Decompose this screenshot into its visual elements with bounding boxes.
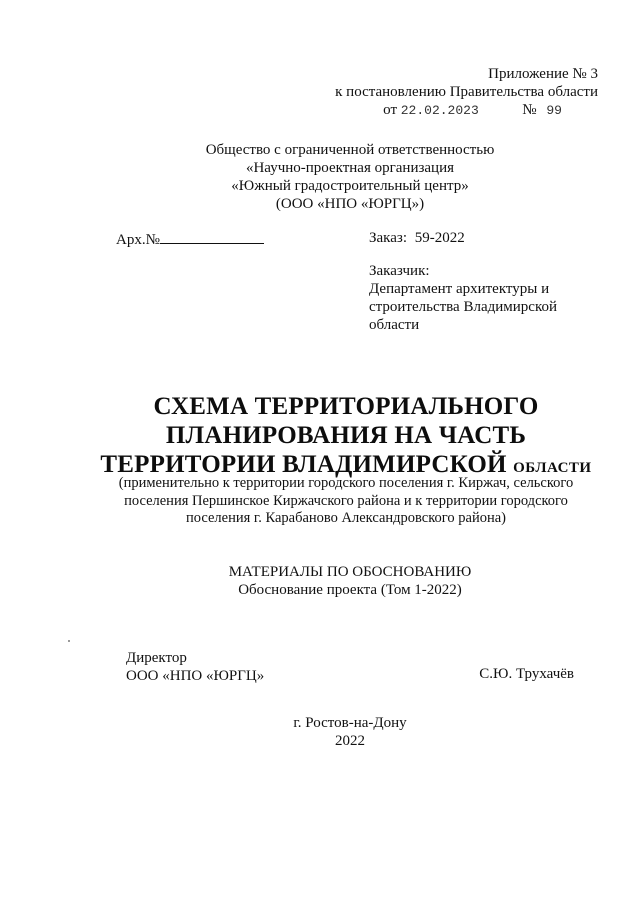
organization-block: [0, 141, 640, 213]
org-line-3: «Южный градостроительный центр»: [231, 178, 469, 194]
title-line-2: ПЛАНИРОВАНИЯ НА ЧАСТЬ: [165, 422, 527, 449]
title-line-3-small: ОБЛАСТИ: [513, 460, 592, 476]
customer-block: [369, 262, 599, 334]
number-prefix: №: [522, 102, 537, 118]
org-line-4: (ООО «НПО «ЮРГЦ»): [275, 196, 425, 212]
materials-block: [0, 563, 640, 599]
order-label: Заказ:: [369, 230, 407, 246]
subtitle-line-3: поселения г. Карабаново Александровского района): [186, 510, 506, 526]
appendix-decree: к постановлению Правительства области: [335, 84, 598, 100]
customer-line-1: Департамент архитектуры и: [369, 281, 550, 297]
city: г. Ростов-на-Дону: [293, 715, 407, 731]
title-line-3-main: ТЕРРИТОРИИ ВЛАДИМИРСКОЙ: [100, 451, 507, 478]
archive-number: [116, 229, 264, 249]
subtitle-line-1: (применительно к территории городского поселения г. Киржач, сельского: [118, 475, 574, 491]
decree-number: 99: [546, 103, 562, 118]
order-block: [369, 229, 465, 247]
order-value: 59-2022: [414, 230, 465, 246]
customer-label: Заказчик:: [369, 263, 430, 279]
director-title: Директор: [126, 650, 187, 666]
org-line-1: Общество с ограниченной ответственностью: [205, 142, 495, 158]
decree-date: 22.02.2023: [400, 103, 479, 118]
subtitle-line-2: поселения Першинское Киржачского района и к территории городского: [124, 492, 568, 509]
title-subtitle: [78, 475, 614, 528]
appendix-date-line: [335, 101, 598, 120]
materials-heading: МАТЕРИАЛЫ ПО ОБОСНОВАНИЮ: [228, 564, 472, 580]
director-org: ООО «НПО «ЮРГЦ»: [126, 668, 265, 684]
appendix-block: [335, 65, 598, 120]
customer-line-3: области: [369, 317, 420, 333]
place-block: [0, 714, 640, 750]
date-prefix: от: [383, 102, 397, 118]
org-line-2: «Научно-проектная организация: [245, 160, 455, 176]
document-title: [40, 392, 640, 483]
archive-blank-line: [160, 229, 264, 244]
scan-speck: [68, 640, 70, 642]
archive-label: Арх.№: [116, 232, 160, 248]
signer-name: С.Ю. Трухачёв: [479, 666, 574, 682]
director-block: [126, 649, 264, 685]
title-line-1: СХЕМА ТЕРРИТОРИАЛЬНОГО: [153, 393, 539, 420]
customer-line-2: строительства Владимирской: [369, 299, 558, 315]
materials-subheading: Обоснование проекта (Том 1-2022): [238, 582, 462, 598]
appendix-number: Приложение № 3: [488, 66, 598, 82]
year: 2022: [335, 733, 365, 749]
